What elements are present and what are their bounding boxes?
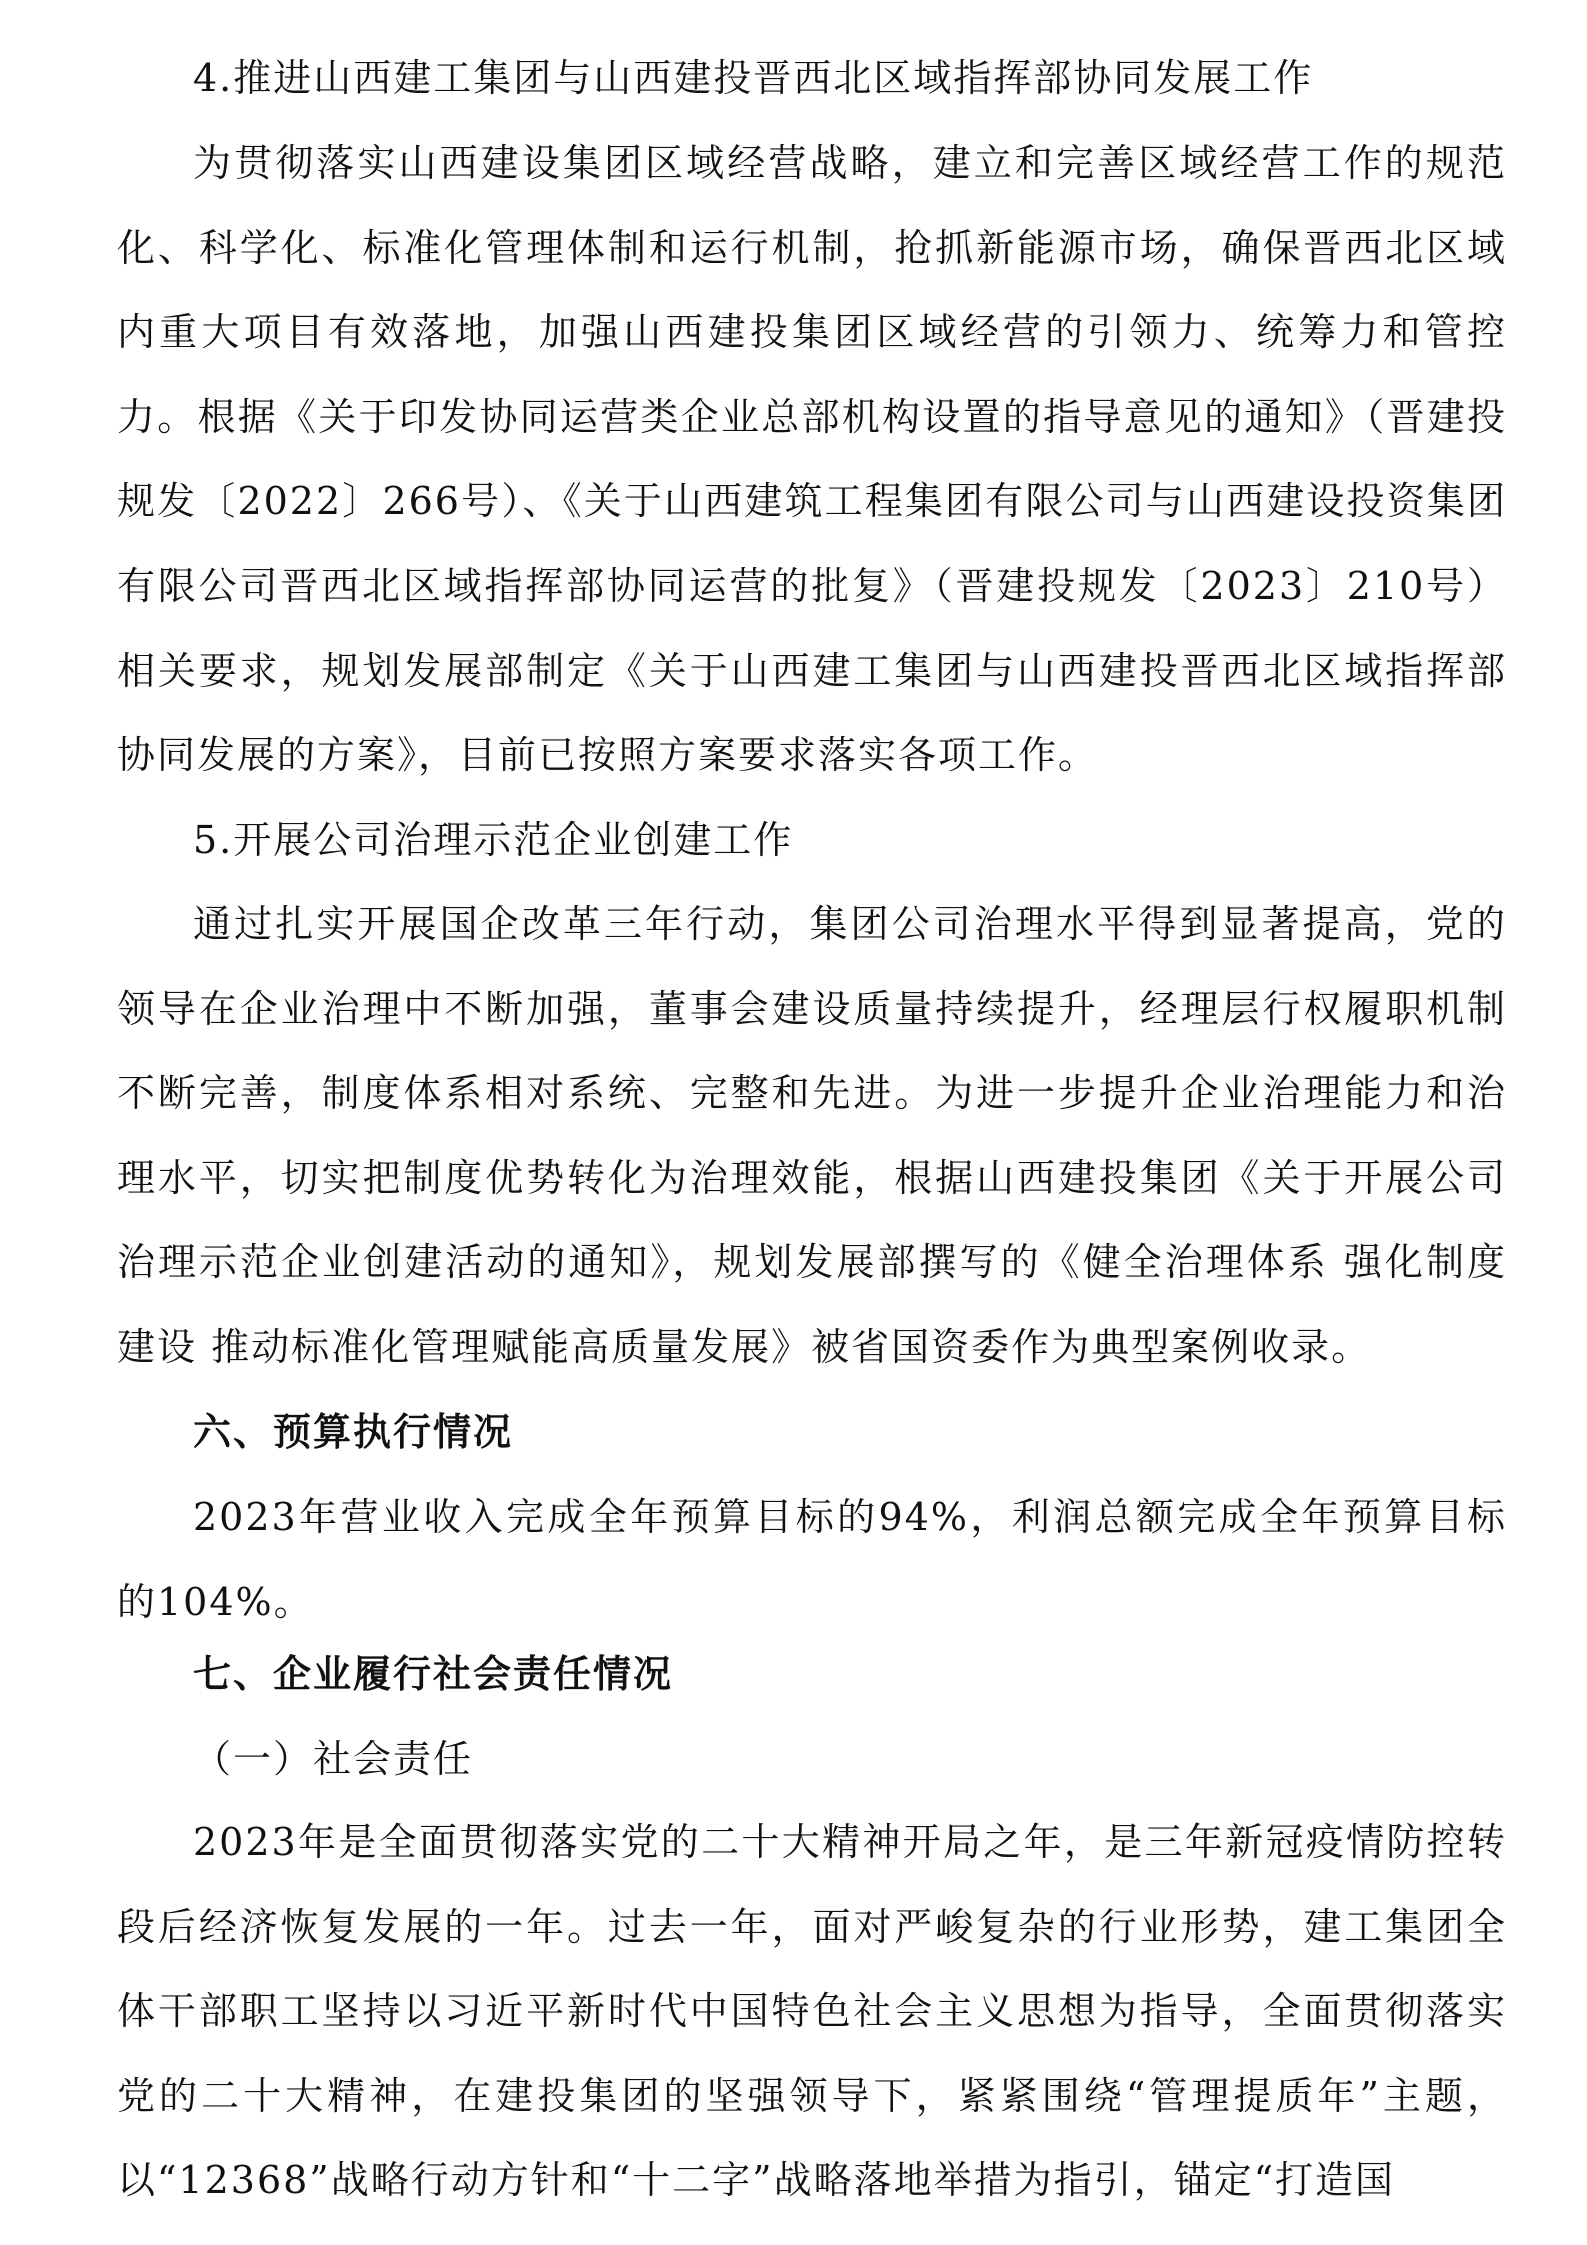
subsection-1-title: （一）社会责任 <box>193 1737 474 1781</box>
paragraph-governance-demo: 通过扎实开展国企改革三年行动，集团公司治理水平得到显著提高，党的领导在企业治理中不断加强，董事会建设质量持续提升，经理层行权履职机制不断完善，制度体系相对系统、完整和先进。为进一步提升企业治理能力和治理水平，切实把制度优势转化为治理效能，根据山西建投集团《关于开展公司治理示范企业创建活动的通知》，规划发展部撰写的《健全治理体系 强化制度建设 推动标准化管理赋能高质量发展》被省国资委作为典型案例收录。 <box>117 902 1507 1369</box>
section-6-title: 六、预算执行情况 <box>193 1410 514 1454</box>
paragraph-budget-execution: 2023年营业收入完成全年预算目标的94%，利润总额完成全年预算目标的104%。 <box>117 1495 1507 1624</box>
paragraph-social-responsibility: 2023年是全面贯彻落实党的二十大精神开局之年，是三年新冠疫情防控转段后经济恢复发展的一年。过去一年，面对严峻复杂的行业形势，建工集团全体干部职工坚持以习近平新时代中国特色社会主义思想为指导，全面贯彻落实党的二十大精神，在建投集团的坚强领导下，紧紧围绕“管理提质年”主题，以“12368”战略行动方针和“十二字”战略落地举措为指引，锚定“打造国 <box>117 1820 1507 2203</box>
heading-item-5: 5.开展公司治理示范企业创建工作 <box>193 818 794 862</box>
paragraph-regional-coordination: 为贯彻落实山西建设集团区域经营战略，建立和完善区域经营工作的规范化、科学化、标准化管理体制和运行机制，抢抓新能源市场，确保晋西北区域内重大项目有效落地，加强山西建投集团区域经营的引领力、统筹力和管控力。根据《关于印发协同运营类企业总部机构设置的指导意见的通知》（晋建投规发〔2022〕266号）、《关于山西建筑工程集团有限公司与山西建设投资集团有限公司晋西北区域指挥部协同运营的批复》（晋建投规发〔2023〕210号）相关要求，规划发展部制定《关于山西建工集团与山西建投晋西北区域指挥部协同发展的方案》，目前已按照方案要求落实各项工作。 <box>117 141 1507 778</box>
heading-item-4: 4.推进山西建工集团与山西建投晋西北区域指挥部协同发展工作 <box>193 56 1314 100</box>
section-7-title: 七、企业履行社会责任情况 <box>193 1652 674 1696</box>
